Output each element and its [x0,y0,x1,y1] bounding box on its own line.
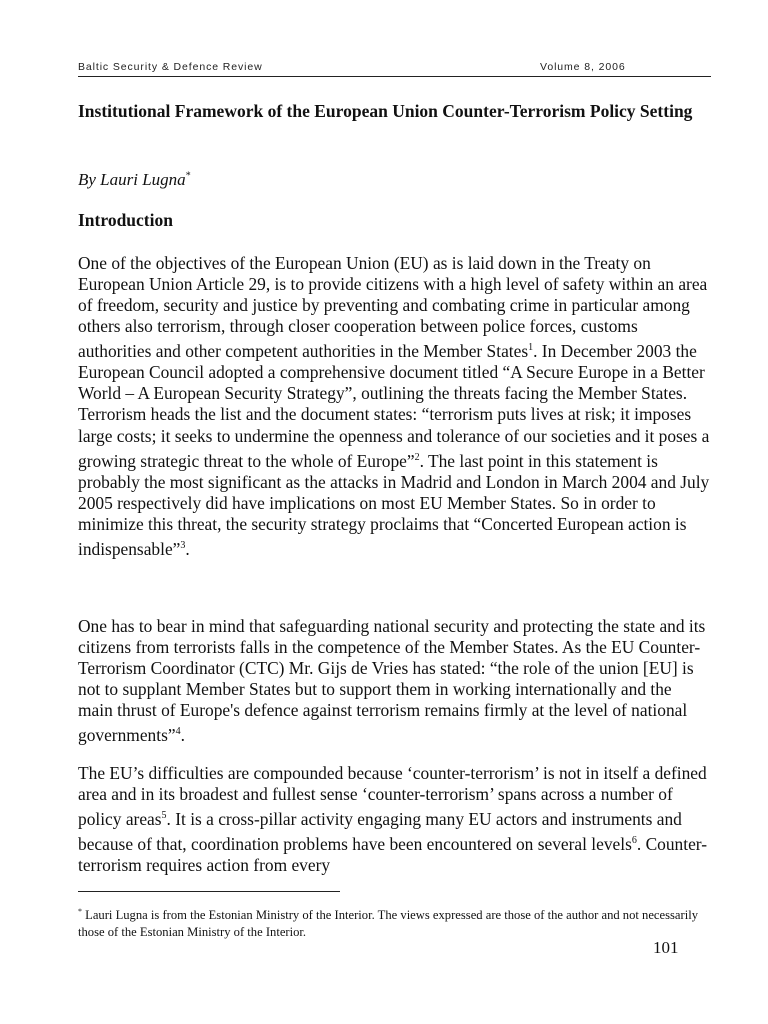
paragraph-text: One has to bear in mind that safeguarding national security and protecting the state and its citizens from terrorists falls in the competence of the Member States. As the EU Counter-Terrorism Coordinator (CTC) Mr. Gijs de Vries has stated: “the role of the union [EU] is not to supplant Member States but to support them in working internationally and the main thrust of Europe's defence against terrorism remains firmly at the level of national governments” [78,616,706,746]
paragraph-text: . In December 2003 the European Council adopted a comprehensive document titled “A Secure Europe in a Better World – A European Security Strategy”, outlining the threats facing the Member States. Terrorism heads the list and the document states: “terrorism puts lives at risk; it imposes large costs; it seeks to undermine the openness and tolerance of our societies and it poses a growing strategic threat to the whole of Europe” [78,341,710,471]
footnote-text: Lauri Lugna is from the Estonian Ministry of the Interior. The views expressed are those of the author and not necessarily those of the Estonian Ministry of the Interior. [78,908,698,940]
footnote-ref-3: 3 [180,539,186,551]
paragraph-text: . It is a cross-pillar activity engaging many EU actors and instruments and because of that, coordination problems have been encountered on several levels [78,808,682,854]
footnote-ref-4: 4 [175,726,181,738]
journal-name: Baltic Security & Defence Review [78,61,263,73]
section-heading: Introduction [78,210,173,230]
paragraph-text: . [180,725,185,746]
author-name: By Lauri Lugna [78,170,186,189]
author-byline [78,170,191,190]
volume-label: Volume 8, 2006 [540,61,626,73]
paragraph-text: . [185,538,190,559]
header-rule [78,76,711,77]
page-number: 101 [653,938,679,957]
footnote-ref-1: 1 [528,342,534,354]
body-paragraph-2 [78,616,710,746]
footnote-ref-6: 6 [631,835,637,847]
article-title: Institutional Framework of the European Union Counter-Terrorism Policy Setting [78,101,693,121]
footnote-ref-2: 2 [414,451,420,463]
author-footnote [78,903,710,941]
footnote-mark: * [78,907,82,916]
body-paragraph-1 [78,253,710,560]
footnote-rule [78,891,340,892]
author-footnote-mark: * [185,170,191,182]
paragraph-text: . Counter-terrorism requires action from every [78,833,708,875]
footnote-ref-5: 5 [161,810,167,822]
body-paragraph-3 [78,763,710,876]
paragraph-text: The EU’s difficulties are compounded because ‘counter-terrorism’ is not in itself a defined area and in its broadest and fullest sense ‘counter-terrorism’ spans across a number of policy areas [78,763,707,829]
paragraph-text: One of the objectives of the European Union (EU) as is laid down in the Treaty on European Union Article 29, is to provide citizens with a high level of safety within an area of freedom, security and justice by preventing and combating crime in particular among others also terrorism, through closer cooperation between police forces, customs authorities and other competent authorities in the Member States [78,253,708,362]
paragraph-text: . The last point in this statement is probably the most significant as the attacks in Madrid and London in March 2004 and July 2005 respectively did have implications on most EU Member States. So in order to minimize this threat, the security strategy proclaims that “Concerted European action is indispensable” [78,450,710,559]
